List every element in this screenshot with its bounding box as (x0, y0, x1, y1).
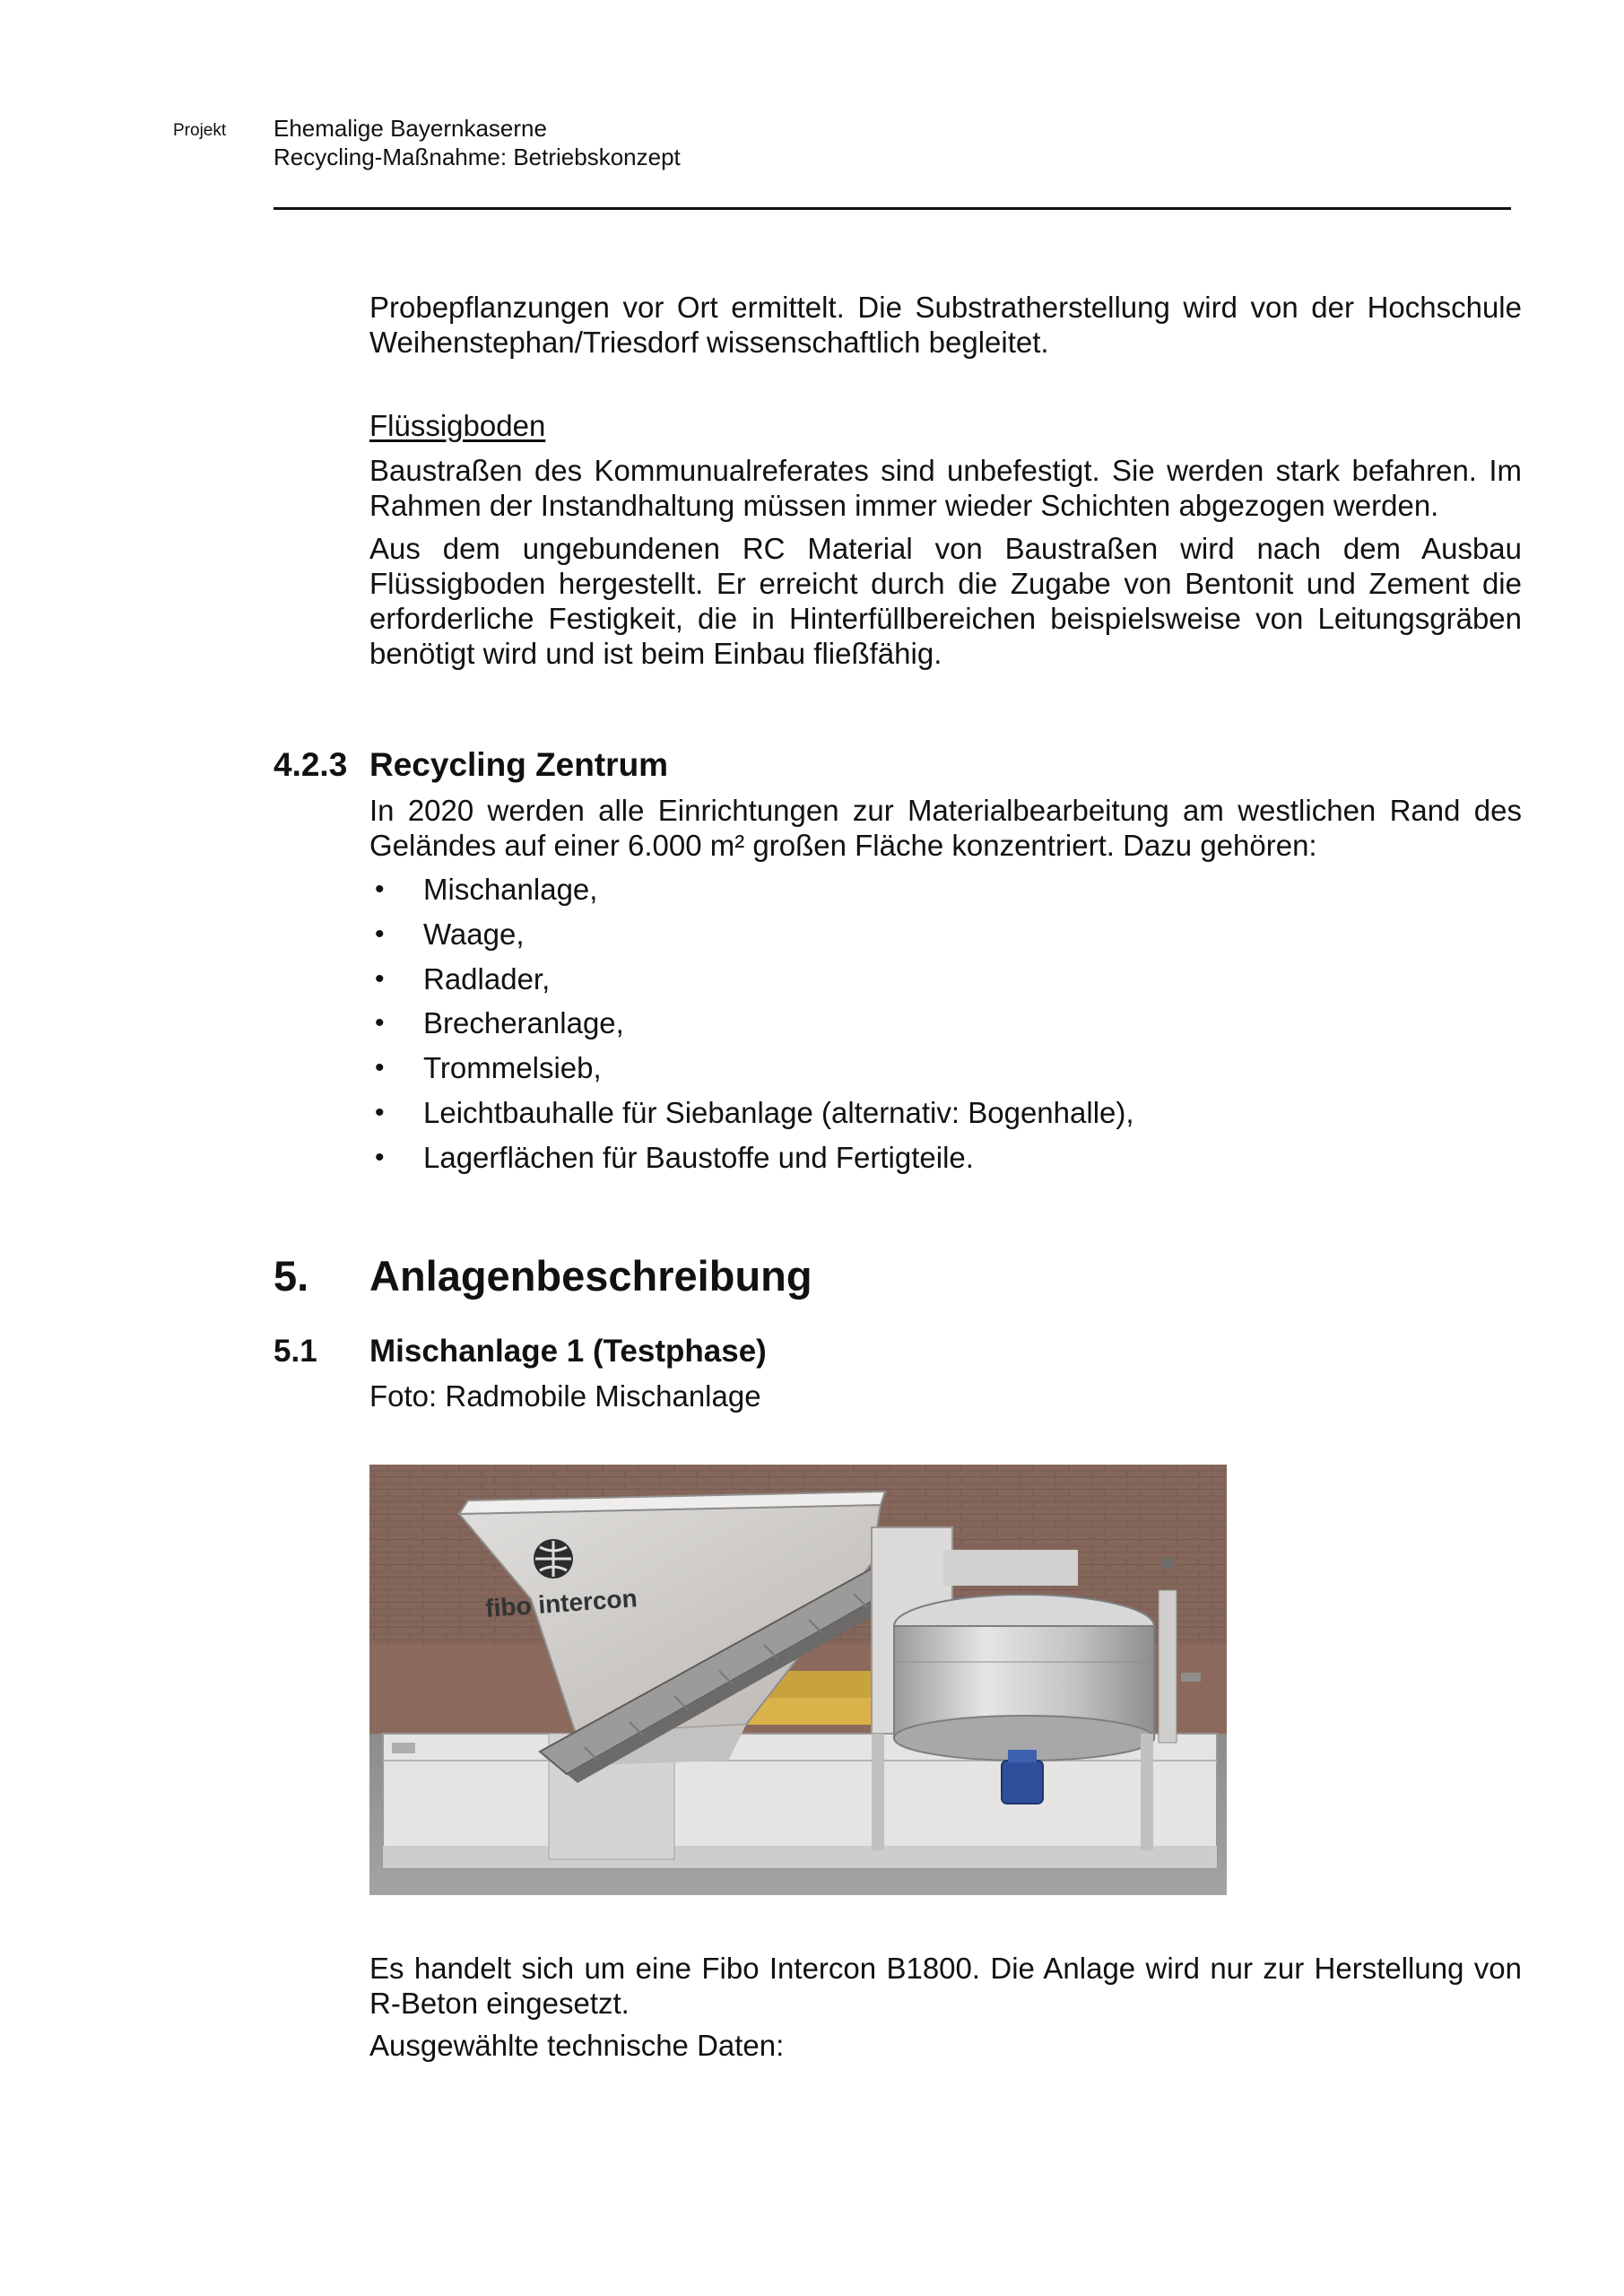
intro-paragraph (369, 290, 1522, 360)
subheading-fluessigboden: Flüssigboden (369, 409, 546, 442)
fibo-text: Es handelt sich um eine Fibo Intercon B1800. Die Anlage wird nur zur Herstellung von R-Beton eingesetzt. (369, 1952, 1522, 2020)
bullet-icon: • (375, 918, 385, 949)
photo-caption: Foto: Radmobile Mischanlage (369, 1379, 761, 1413)
list-item: • Radlader, (375, 961, 551, 996)
bullet-icon: • (375, 1008, 385, 1039)
bullet-icon: • (375, 1142, 385, 1172)
photo-logo-text: fibo intercon (484, 1584, 638, 1622)
list-item: • Mischanlage, (375, 873, 598, 906)
technical-data-label: Ausgewählte technische Daten: (369, 2029, 785, 2062)
bullet-icon: • (375, 1053, 385, 1083)
section-5-number: 5. (274, 1252, 309, 1300)
fluessigboden-paragraph-2 (369, 531, 1522, 671)
section-423-paragraph (369, 793, 1522, 863)
list-item: • Leichtbauhalle für Siebanlage (alternativ: Bogenhalle), (375, 1095, 1134, 1129)
intro-line-2: Weihenstephan/Triesdorf wissenschaftlich begleitet. (369, 326, 1049, 359)
bullet-icon: • (375, 1097, 385, 1127)
list-item: • Lagerflächen für Baustoffe und Fertigteile. (375, 1140, 974, 1174)
header-project-label: Projekt (173, 121, 227, 140)
list-item: • Brecheranlage, (375, 1006, 624, 1040)
intro-line-1: Probepflanzungen vor Ort ermittelt. Die Substratherstellung wird von der Hochschule (369, 291, 1522, 324)
section-5-title: Anlagenbeschreibung (369, 1252, 812, 1300)
list-item: • Waage, (375, 917, 525, 951)
bullet-icon: • (375, 963, 385, 994)
list-item: • Trommelsieb, (375, 1051, 602, 1085)
section-423-text: In 2020 werden alle Einrichtungen zur Materialbearbeitung am westlichen Rand des Geländes auf einer 6.000 m² großen Fläche konzentriert. Dazu gehören: (369, 794, 1522, 862)
header-project-name: Ehemalige Bayernkaserne (274, 115, 547, 142)
header-rule (274, 207, 1511, 210)
fibo-paragraph (369, 1951, 1522, 2021)
header-document-title: Recycling-Maßnahme: Betriebskonzept (274, 144, 681, 170)
fluessigboden-paragraph-1 (369, 453, 1522, 523)
mixing-plant-photo (369, 1465, 1227, 1895)
fluessigboden-text-2: Aus dem ungebundenen RC Material von Baustraßen wird nach dem Ausbau Flüssigboden hergestellt. Er erreicht durch die Zugabe von Bentonit und Zement die erforderliche Festigkeit, die in Hinterfüllbereichen beispielsweise von Leitungsgräben benötigt wird und ist beim Einbau fließfähig. (369, 532, 1522, 670)
section-423-number: 4.2.3 (274, 746, 348, 783)
equipment-list (369, 872, 1134, 1185)
section-51-number: 5.1 (274, 1334, 317, 1369)
section-423-title: Recycling Zentrum (369, 746, 669, 783)
bullet-icon: • (375, 874, 385, 904)
fluessigboden-text-1: Baustraßen des Kommunualreferates sind unbefestigt. Sie werden stark befahren. Im Rahmen der Instandhaltung müssen immer wieder Schichten abgezogen werden. (369, 454, 1522, 522)
section-51-title: Mischanlage 1 (Testphase) (369, 1334, 767, 1369)
